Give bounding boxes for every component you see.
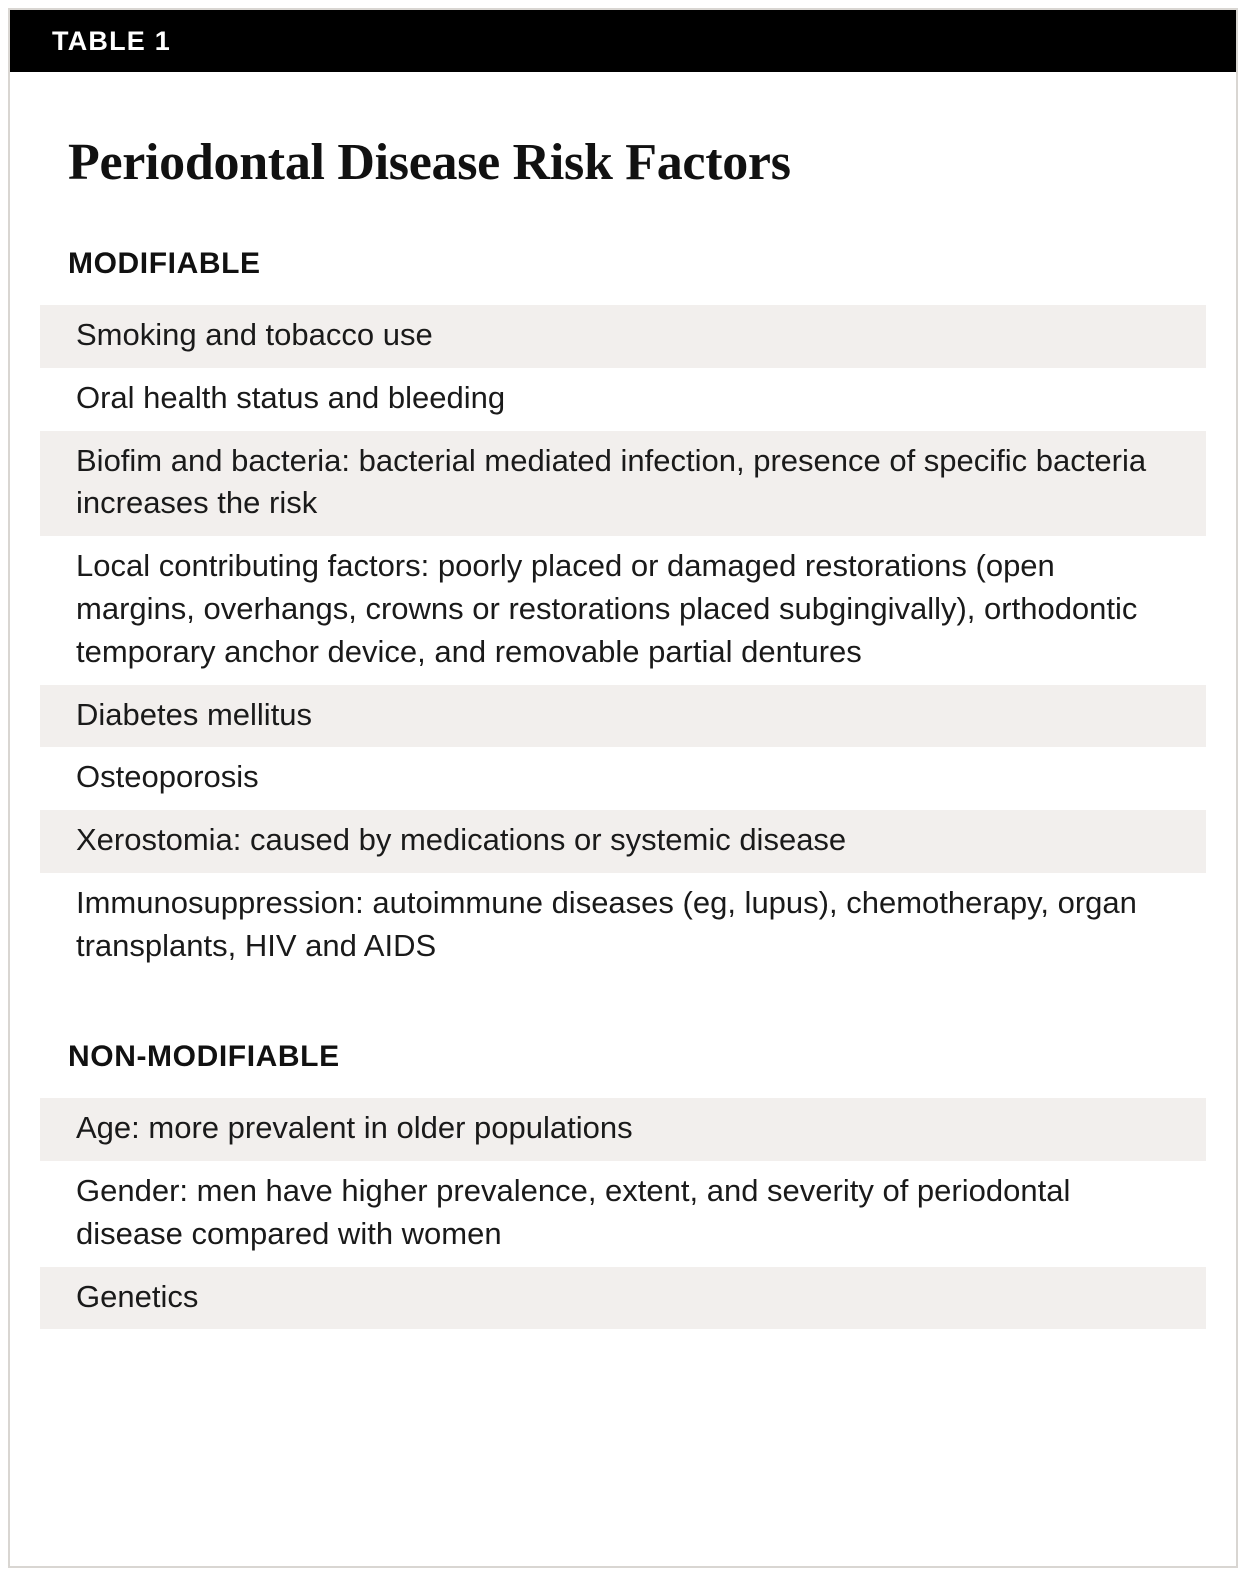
table-row: Smoking and tobacco use — [40, 305, 1206, 368]
table-number-label: TABLE 1 — [52, 25, 171, 56]
table-row: Immunosuppression: autoimmune diseases (eg, lupus), chemotherapy, organ transplants, HIV and AIDS — [40, 873, 1206, 979]
table-row: Genetics — [40, 1267, 1206, 1330]
table-row: Osteoporosis — [40, 747, 1206, 810]
table-title: Periodontal Disease Risk Factors — [68, 134, 791, 191]
table-row: Gender: men have higher prevalence, extent, and severity of periodontal disease compared with women — [40, 1161, 1206, 1267]
table-header-bar — [10, 10, 1236, 72]
table-row: Local contributing factors: poorly placed or damaged restorations (open margins, overhangs, crowns or restorations placed subgingivally), orthodontic temporary anchor device, and removable partial dentures — [40, 536, 1206, 684]
table-row: Oral health status and bleeding — [40, 368, 1206, 431]
section-heading-modifiable: MODIFIABLE — [68, 247, 261, 281]
section-heading-non-modifiable: NON-MODIFIABLE — [68, 1040, 340, 1074]
table-row: Xerostomia: caused by medications or systemic disease — [40, 810, 1206, 873]
table-card — [8, 8, 1238, 1568]
table-body — [10, 134, 1236, 1329]
table-row: Diabetes mellitus — [40, 685, 1206, 748]
modifiable-row-list — [40, 305, 1206, 978]
table-row: Age: more prevalent in older populations — [40, 1098, 1206, 1161]
non-modifiable-row-list — [40, 1098, 1206, 1329]
table-row: Biofim and bacteria: bacterial mediated infection, presence of specific bacteria increases the risk — [40, 431, 1206, 537]
